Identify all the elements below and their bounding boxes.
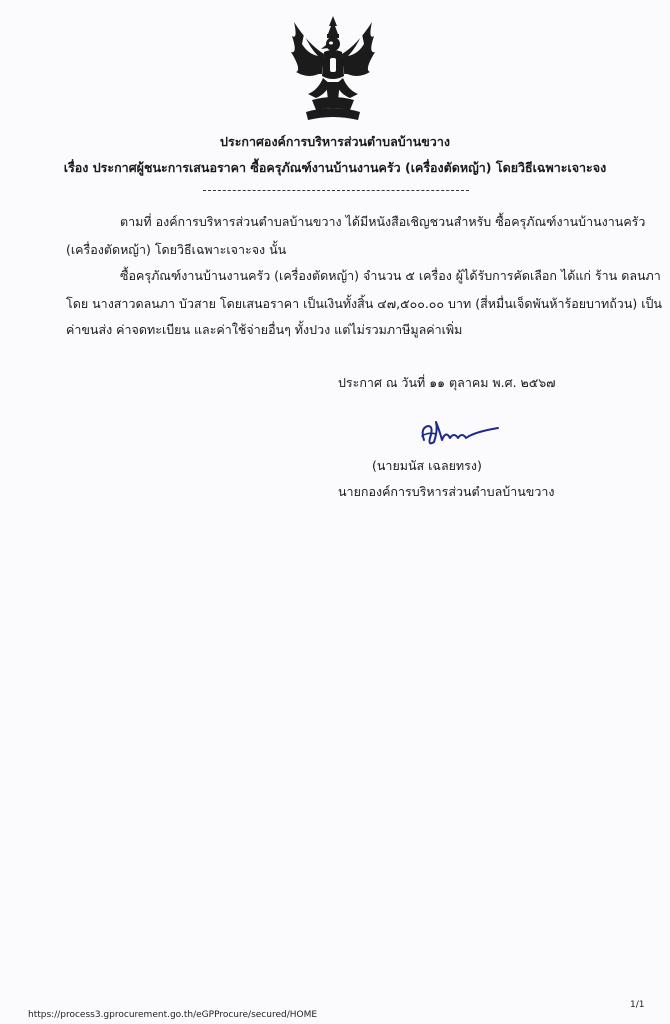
title-divider	[203, 190, 469, 191]
paragraph-1-line-1: ตามที่ องค์การบริหารส่วนตำบลบ้านขวาง ได้มีหนังสือเชิญชวนสำหรับ ซื้อครุภัณฑ์งานบ้านงานครัว	[120, 214, 646, 229]
signer-name: (นายมนัส เฉลยทรง)	[372, 458, 482, 473]
garuda-emblem-icon	[288, 14, 378, 126]
footer-url: https://process3.gprocurement.go.th/eGPProcure/secured/HOME	[28, 1010, 318, 1020]
page-number: 1/1	[630, 1000, 645, 1010]
announcement-date: ประกาศ ณ วันที่ ๑๑ ตุลาคม พ.ศ. ๒๕๖๗	[338, 375, 556, 390]
handwritten-signature	[418, 418, 500, 450]
paragraph-2-line-3: ค่าขนส่ง ค่าจดทะเบียน และค่าใช้จ่ายอื่นๆ ทั้งปวง แต่ไม่รวมภาษีมูลค่าเพิ่ม	[66, 322, 463, 337]
announcement-title: ประกาศองค์การบริหารส่วนตำบลบ้านขวาง	[220, 134, 450, 149]
paragraph-1-line-2: (เครื่องตัดหญ้า) โดยวิธีเฉพาะเจาะจง นั้น	[66, 242, 287, 257]
signer-position: นายกองค์การบริหารส่วนตำบลบ้านขวาง	[338, 484, 555, 499]
announcement-subject: เรื่อง ประกาศผู้ชนะการเสนอราคา ซื้อครุภัณฑ์งานบ้านงานครัว (เครื่องตัดหญ้า) โดยวิธีเฉพาะเจาะจง	[63, 160, 607, 175]
paragraph-2-line-2: โดย นางสาวดลนภา บัวสาย โดยเสนอราคา เป็นเงินทั้งสิ้น ๔๗,๕๐๐.๐๐ บาท (สี่หมื่นเจ็ดพันห้าร้อยบาทถ้วน) เป็น	[66, 296, 662, 311]
paragraph-2-line-1: ซื้อครุภัณฑ์งานบ้านงานครัว (เครื่องตัดหญ้า) จำนวน ๕ เครื่อง ผู้ได้รับการคัดเลือก ได้แก่ ร้าน ดลนภา	[120, 268, 661, 283]
